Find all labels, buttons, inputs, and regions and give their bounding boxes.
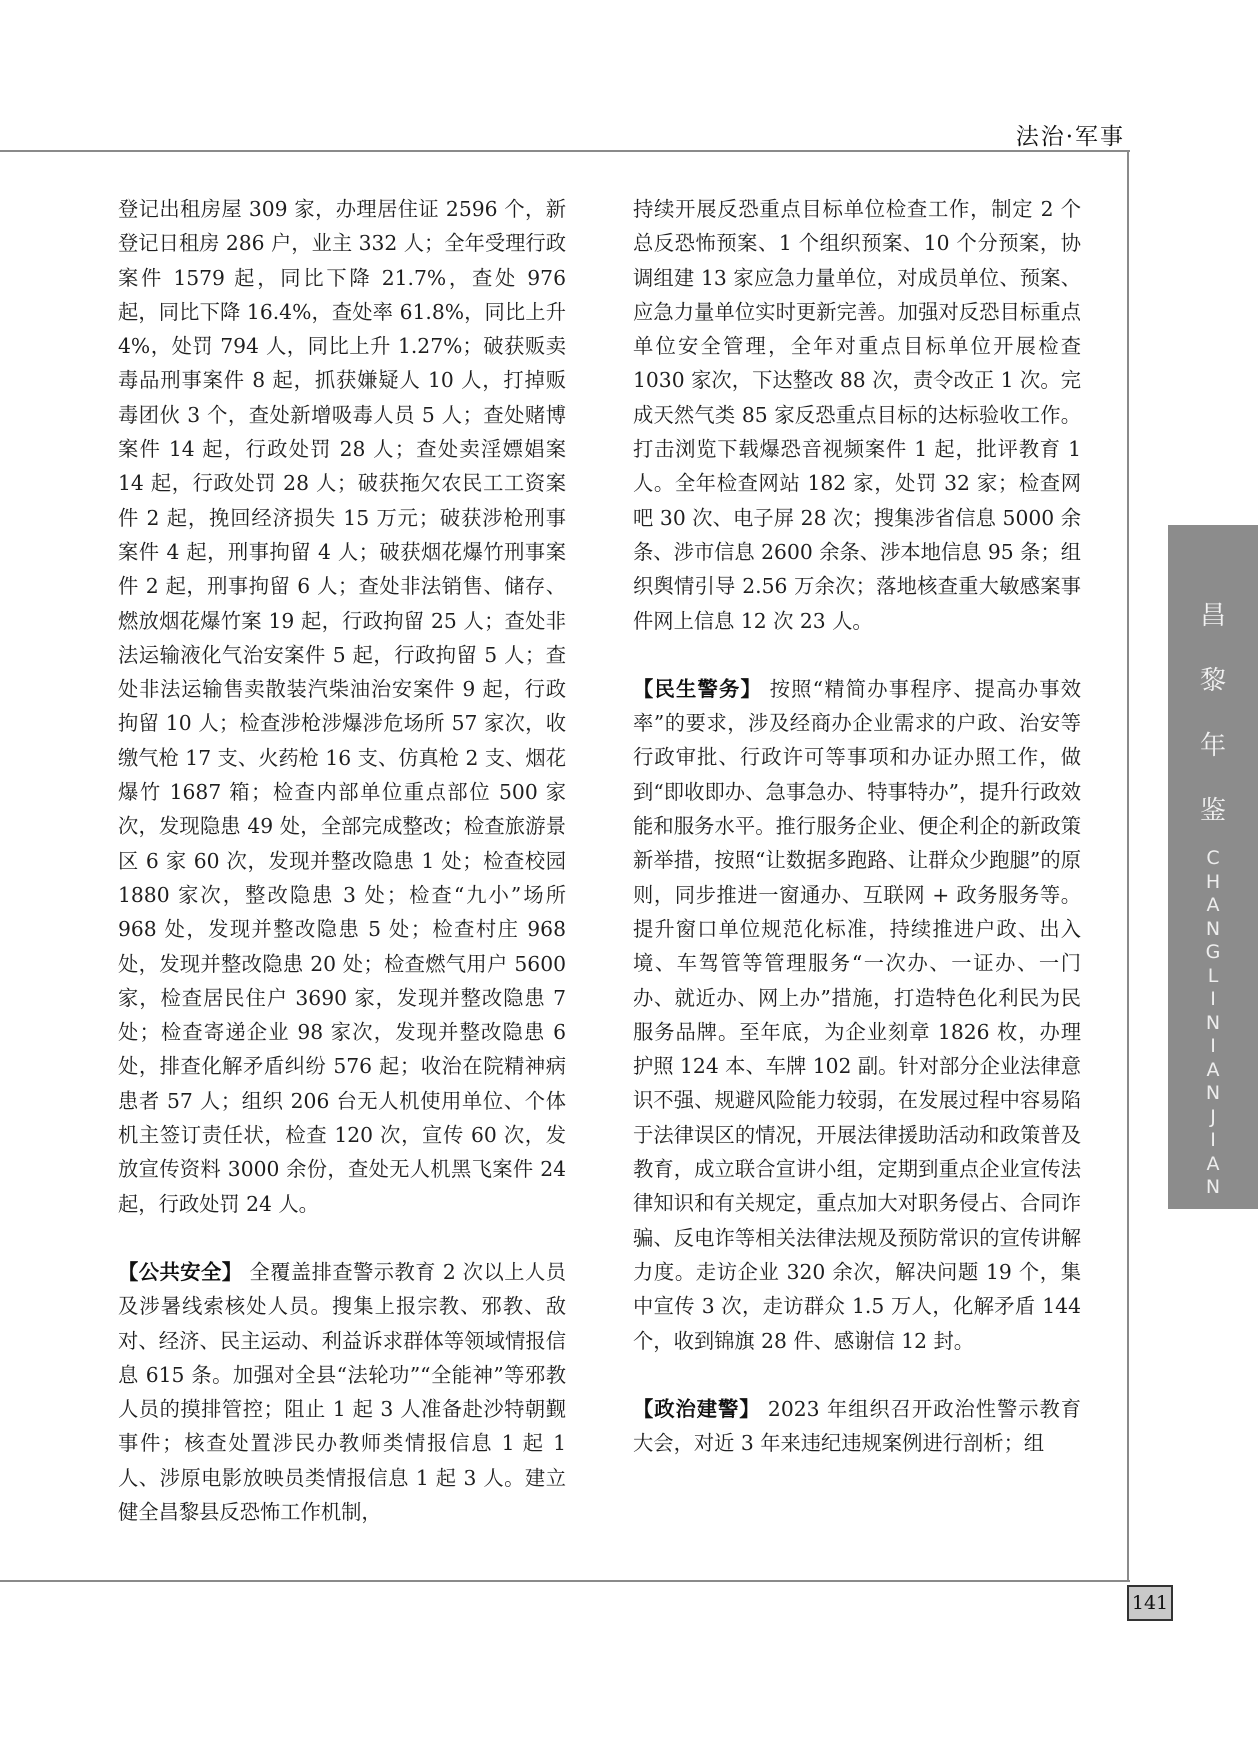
section-text-public-security: 全覆盖排查警示教育 2 次以上人员及涉暑线索核处人员。搜集上报宗教、邪教、敌对、经济、民主运动、利益诉求群体等领域情报信息 615 条。加强对全县“法轮功”“全能神”等邪教人员的摸排管控；阻止 1 起 3 人准备赴沙特朝觐事件；核查处置涉民办教师类情报信息 1 起 1 人、涉原电影放映员类情报信息 1 起 3 人。建立健全昌黎县反恐怖工作机制， (118, 1259, 566, 1524)
left-paragraph-public-security (118, 1255, 566, 1529)
frame-top-rule (0, 150, 1130, 152)
side-tab-letter: N (1205, 1011, 1221, 1034)
side-tab-chinese-title (1168, 595, 1258, 827)
right-column (633, 192, 1081, 1460)
side-tab-letter: N (1205, 1082, 1221, 1104)
left-column (118, 192, 566, 1529)
side-tab-char: 年 (1199, 731, 1226, 761)
frame-bottom-rule (0, 1580, 1130, 1582)
right-paragraph-livelihood-policing (633, 672, 1081, 1358)
left-paragraph-1: 登记出租房屋 309 家，办理居住证 2596 个，新登记日租房 286 户，业主 332 人；全年受理行政案件 1579 起，同比下降 21.7%，查处 976 起，同比下降 16.4%，查处率 61.8%，同比上升 4%，处罚 794 人，同比上升 1.27%；破获贩卖毒品刑事案件 8 起，抓获嫌疑人 10 人，打掉贩毒团伙 3 个，查处新增吸毒人员 5 人；查处赌博案件 14 起，行政处罚 28 人；查处卖淫嫖娼案 14 起，行政处罚 28 人；破获拖欠农民工工资案件 2 起，挽回经济损失 15 万元；破获涉枪刑事案件 4 起，刑事拘留 4 人；破获烟花爆竹刑事案件 2 起，刑事拘留 6 人；查处非法销售、储存、燃放烟花爆竹案 19 起，行政拘留 25 人；查处非法运输液化气治安案件 5 起，行政拘留 5 人；查处非法运输售卖散装汽柴油治安案件 9 起，行政拘留 10 人；检查涉枪涉爆涉危场所 57 家次，收缴气枪 17 支、火药枪 16 支、仿真枪 2 支、烟花爆竹 1687 箱；检查内部单位重点部位 500 家次，发现隐患 49 处，全部完成整改；检查旅游景区 6 家 60 次，发现并整改隐患 1 处；检查校园 1880 家次，整改隐患 3 处；检查“九小”场所 968 处，发现并整改隐患 5 处；检查村庄 968 处，发现并整改隐患 20 处；检查燃气用户 5600 家，检查居民住户 3690 家，发现并整改隐患 7 处；检查寄递企业 98 家次，发现并整改隐患 6 处，排查化解矛盾纠纷 576 起；收治在院精神病患者 57 人；组织 206 台无人机使用单位、个体机主签订责任状，检查 120 次，宣传 60 次，发放宣传资料 3000 余份，查处无人机黑飞案件 24 起，行政处罚 24 人。 (118, 197, 566, 1216)
side-tab-letter: I (1210, 1035, 1216, 1057)
side-tab-char: 鉴 (1199, 796, 1226, 826)
right-paragraph-1: 持续开展反恐重点目标单位检查工作，制定 2 个总反恐怖预案、1 个组织预案、10 个分预案，协调组建 13 家应急力量单位，对成员单位、预案、应急力量单位实时更新完善。加强对反恐目标重点单位安全管理，全年对重点目标单位开展检查 1030 家次，下达整改 88 次，责令改正 1 次。完成天然气类 85 家反恐重点目标的达标验收工作。打击浏览下载爆恐音视频案件 1 起，批评教育 1 人。全年检查网站 182 家，处罚 32 家；检查网吧 30 次、电子屏 28 次；搜集涉省信息 5000 余条、涉市信息 2600 余条、涉本地信息 95 条；组织舆情引导 2.56 万余次；落地核查重大敏感案事件网上信息 12 次 23 人。 (633, 197, 1081, 633)
side-tab-letter: A (1206, 894, 1220, 916)
frame-right-rule (1127, 150, 1129, 1582)
section-title-livelihood-policing: 【民生警务】 (633, 676, 762, 701)
section-text-political-building: 2023 年组织召开政治性警示教育大会，对近 3 年来违纪违规案例进行剖析；组 (633, 1396, 1081, 1456)
side-tab-char: 黎 (1199, 666, 1226, 696)
yearbook-side-tab (1168, 525, 1258, 1209)
side-tab-letter: I (1210, 988, 1216, 1010)
side-tab-letter: N (1205, 1176, 1221, 1198)
page-number: 141 (1127, 1585, 1173, 1621)
section-text-livelihood-policing: 按照“精简办事程序、提高办事效率”的要求，涉及经商办企业需求的户政、治安等行政审批、行政许可等事项和办证办照工作，做到“即收即办、急事急办、特事特办”，提升行政效能和服务水平。推行服务企业、便企利企的新政策新举措，按照“让数据多跑路、让群众少跑腿”的原则，同步推进一窗通办、互联网 + 政务服务等。提升窗口单位规范化标准，持续推进户政、出入境、车驾管等管理服务“一次办、一证办、一门办、就近办、网上办”措施，打造特色化利民为民服务品牌。至年底，为企业刻章 1826 枚，办理护照 124 本、车牌 102 副。针对部分企业法律意识不强、规避风险能力较弱，在发展过程中容易陷于法律误区的情况，开展法律援助活动和政策普及教育，成立联合宣讲小组，定期到重点企业宣传法律知识和有关规定，重点加大对职务侵占、合同诈骗、反电诈等相关法律法规及预防常识的宣传讲解力度。走访企业 320 余次，解决问题 19 个，集中宣传 3 次，走访群众 1.5 万人，化解矛盾 144 个，收到锦旗 28 件、感谢信 12 封。 (633, 676, 1081, 1353)
section-title-political-building: 【政治建警】 (633, 1396, 761, 1421)
side-tab-pinyin-title (1168, 847, 1258, 1200)
side-tab-char: 昌 (1199, 601, 1226, 631)
side-tab-letter: A (1206, 1058, 1220, 1081)
side-tab-letter: I (1210, 1129, 1216, 1151)
section-title-public-security: 【公共安全】 (118, 1259, 243, 1284)
right-paragraph-political-building (633, 1392, 1081, 1461)
side-tab-letter: G (1205, 941, 1221, 963)
side-tab-letter: C (1206, 847, 1220, 869)
side-tab-letter: H (1205, 870, 1221, 893)
side-tab-letter: J (1210, 1105, 1216, 1128)
side-tab-letter: A (1206, 1152, 1220, 1175)
side-tab-letter: L (1207, 964, 1219, 987)
side-tab-letter: N (1205, 917, 1221, 940)
section-header-title: 法治·军事 (1015, 124, 1125, 150)
